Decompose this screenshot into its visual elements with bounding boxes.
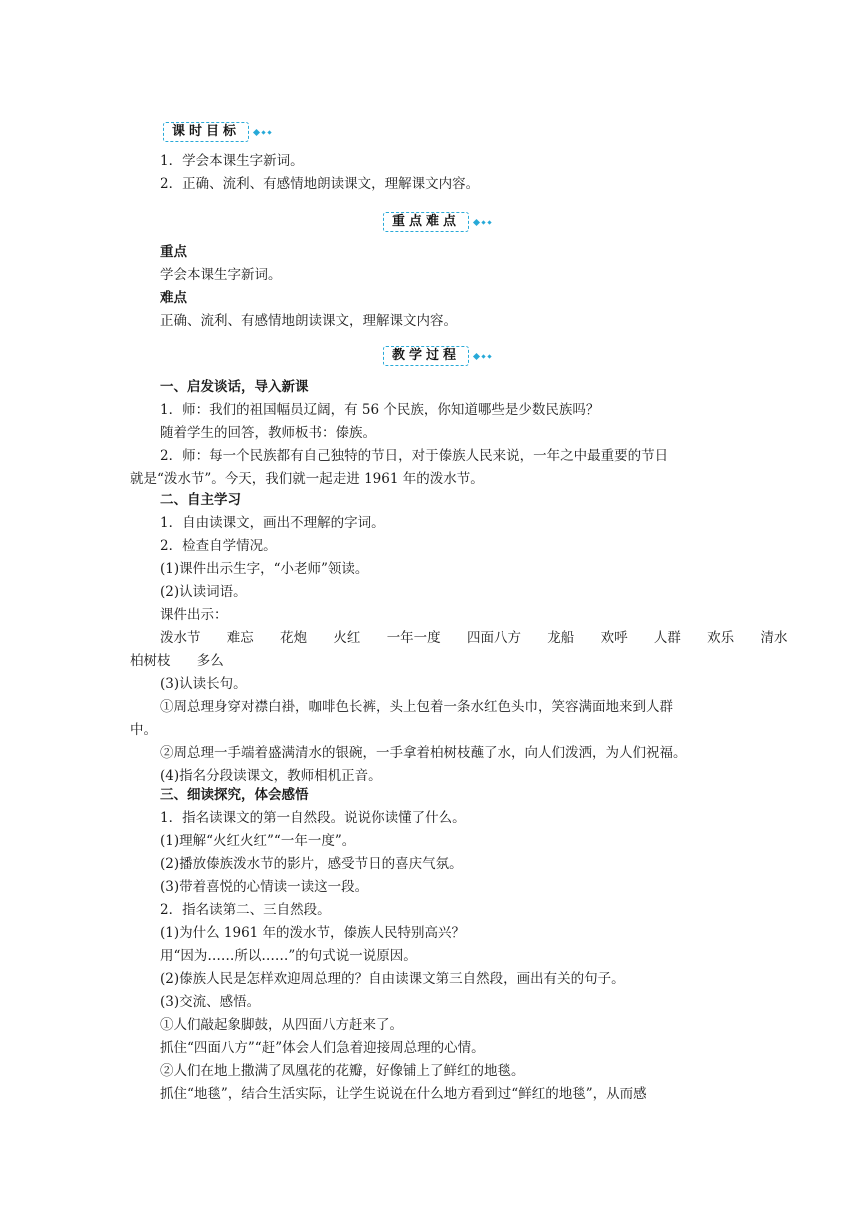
paragraph: ②人们在地上撒满了凤凰花的花瓣，好像铺上了鲜红的地毯。 [160, 1063, 525, 1079]
paragraph: 抓住“四面八方”“赶”体会人们急着迎接周总理的心情。 [160, 1040, 485, 1056]
paragraph: 1．师：我们的祖国幅员辽阔，有 56 个民族，你知道哪些是少数民族吗？ [160, 402, 600, 418]
vocabulary-row-2 [130, 651, 246, 671]
paragraph: (1)理解“火红火红”“一年一度”。 [160, 833, 356, 849]
vocab-word: 泼水节 [160, 630, 201, 646]
diamond-decoration-icon [471, 354, 491, 359]
vocab-word: 四面八方 [466, 630, 521, 646]
paragraph: 1．自由读课文，画出不理解的字词。 [160, 515, 385, 531]
diamond-decoration-icon [471, 220, 491, 225]
difficult-text: 正确、流利、有感情地朗读课文，理解课文内容。 [160, 313, 457, 329]
paragraph: (3)认读长句。 [160, 676, 247, 692]
vocab-word: 一年一度 [386, 630, 441, 646]
paragraph: 2．检查自学情况。 [160, 538, 277, 554]
section-title-goals: 课时目标 [163, 122, 249, 142]
paragraph: ①人们敲起象脚鼓，从四面八方赶来了。 [160, 1017, 403, 1033]
paragraph: 用“因为……所以……”的句式说一说原因。 [160, 948, 417, 964]
section-badge-keypoints [383, 212, 491, 232]
section-badge-process [383, 346, 491, 366]
vocab-word: 花炮 [280, 630, 308, 646]
vocabulary-row-1 [160, 628, 787, 648]
paragraph: (3)带着喜悦的心情读一读这一段。 [160, 879, 369, 895]
paragraph: 2．师：每一个民族都有自己独特的节日，对于傣族人民来说，一年之中最重要的节日 [160, 448, 669, 464]
paragraph: 就是“泼水节”。今天，我们就一起走进 1961 年的泼水节。 [130, 471, 484, 487]
diamond-decoration-icon [251, 130, 271, 135]
vocab-word: 多么 [196, 653, 224, 669]
paragraph: 1．指名读课文的第一自然段。说说你读懂了什么。 [160, 810, 466, 826]
paragraph: (4)指名分段读课文，教师相机正音。 [160, 768, 382, 784]
part1-title: 一、启发谈话，导入新课 [160, 379, 309, 395]
key-text: 学会本课生字新词。 [160, 267, 282, 283]
paragraph: ①周总理身穿对襟白褂，咖啡色长裤，头上包着一条水红色头巾，笑容满面地来到人群 [160, 699, 673, 715]
paragraph: ②周总理一手端着盛满清水的银碗，一手拿着柏树枝蘸了水，向人们泼洒，为人们祝福。 [160, 745, 687, 761]
vocab-word: 清水 [760, 630, 788, 646]
difficult-label: 难点 [160, 290, 187, 306]
vocab-word: 欢乐 [707, 630, 735, 646]
goal-item-1: 1．学会本课生字新词。 [160, 153, 304, 169]
paragraph: (2)傣族人民是怎样欢迎周总理的？自由读课文第三自然段，画出有关的句子。 [160, 971, 625, 987]
key-label: 重点 [160, 244, 187, 260]
vocab-word: 火红 [333, 630, 361, 646]
paragraph: (2)播放傣族泼水节的影片，感受节日的喜庆气氛。 [160, 856, 463, 872]
paragraph: (3)交流、感悟。 [160, 994, 261, 1010]
section-title-keypoints: 重点难点 [383, 212, 469, 232]
paragraph: 2．指名读第二、三自然段。 [160, 902, 331, 918]
section-title-process: 教学过程 [383, 346, 469, 366]
part3-title: 三、细读探究，体会感悟 [160, 787, 309, 803]
paragraph: (1)课件出示生字，“小老师”领读。 [160, 561, 369, 577]
vocab-word: 欢呼 [600, 630, 628, 646]
vocab-word: 龙船 [547, 630, 575, 646]
vocab-word: 柏树枝 [130, 653, 171, 669]
goal-item-2: 2．正确、流利、有感情地朗读课文，理解课文内容。 [160, 176, 480, 192]
paragraph: 中。 [130, 722, 157, 738]
vocab-word: 难忘 [226, 630, 254, 646]
part2-title: 二、自主学习 [160, 492, 241, 508]
paragraph: (2)认读词语。 [160, 584, 247, 600]
paragraph: 抓住“地毯”，结合生活实际，让学生说说在什么地方看到过“鲜红的地毯”，从而感 [160, 1086, 647, 1102]
vocab-word: 人群 [653, 630, 681, 646]
paragraph: 随着学生的回答，教师板书：傣族。 [160, 425, 376, 441]
paragraph: (1)为什么 1961 年的泼水节，傣族人民特别高兴？ [160, 925, 466, 941]
section-badge-goals [163, 122, 271, 142]
paragraph: 课件出示： [160, 607, 228, 623]
